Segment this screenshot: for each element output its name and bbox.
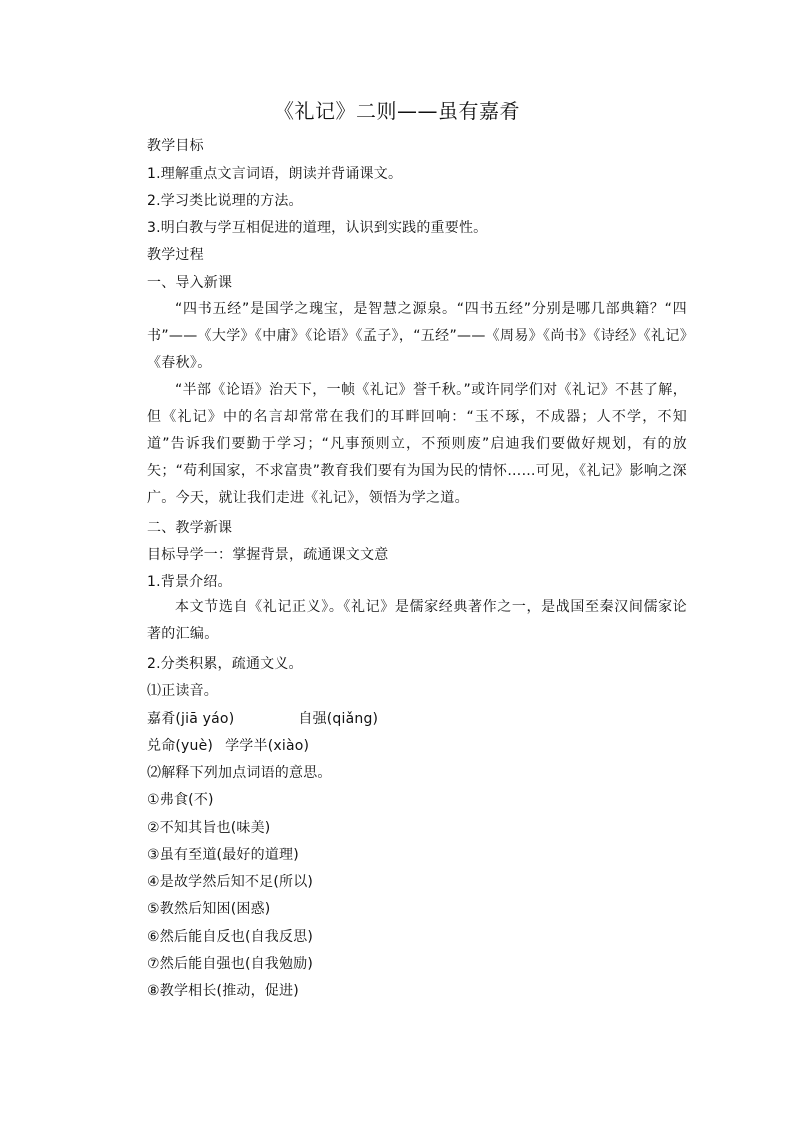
- pronunciation-item: 学学半(xiào): [225, 738, 310, 754]
- objectives-heading: 教学目标: [147, 138, 204, 154]
- document-title: 《礼记》二则——虽有嘉肴: [274, 99, 520, 123]
- explain-item: ①弗食(不): [147, 792, 214, 808]
- goal1-heading: 目标导学一：掌握背景，疏通课文文意: [147, 547, 389, 563]
- objective-item: 2.学习类比说理的方法。: [147, 193, 303, 209]
- pronunciation-item: 自强(qiǎng): [298, 711, 379, 727]
- pronunciation-item: 兑命(yuè): [147, 738, 214, 754]
- pronunciation-row: [147, 736, 687, 756]
- explain-item: ③虽有至道(最好的道理): [147, 847, 299, 863]
- explain-heading: ⑵解释下列加点词语的意思。: [147, 765, 332, 781]
- intro-paragraph-2: “半部《论语》治天下，一帧《礼记》誉千秋。”或许同学们对《礼记》不甚了解，但《礼记》中的名言却常常在我们的耳畔回响：“玉不琢，不成器；人不学，不知道”告诉我们要勤于学习；“凡事预则立，不预则废”启迪我们要做好规划，有的放矢；“苟利国家，不求富贵”教育我们要有为国为民的情怀……可见，《礼记》影响之深广。今天，就让我们走进《礼记》，领悟为学之道。: [147, 382, 687, 506]
- section2-heading: 二、教学新课: [147, 520, 233, 536]
- section1-heading: 一、导入新课: [147, 275, 233, 291]
- classify-heading: 2.分类积累，疏通文义。: [147, 656, 303, 672]
- pronunciation-item: 嘉肴(jiā yáo): [147, 711, 235, 727]
- explain-item: ⑥然后能自反也(自我反思): [147, 929, 314, 945]
- objective-item: 1.理解重点文言词语，朗读并背诵课文。: [147, 166, 403, 182]
- pronunciation-heading: ⑴正读音。: [147, 683, 218, 699]
- background-paragraph: 本文节选自《礼记正义》。《礼记》是儒家经典著作之一，是战国至秦汉间儒家论著的汇编。: [147, 599, 687, 642]
- process-heading: 教学过程: [147, 247, 204, 263]
- pronunciation-row: [147, 709, 687, 729]
- background-heading: 1.背景介绍。: [147, 574, 232, 590]
- explain-item: ④是故学然后知不足(所以): [147, 874, 314, 890]
- objective-item: 3.明白教与学互相促进的道理，认识到实践的重要性。: [147, 220, 488, 236]
- intro-paragraph-1: “四书五经”是国学之瑰宝，是智慧之源泉。“四书五经”分别是哪几部典籍？“四书”——《大学》《中庸》《论语》《孟子》，“五经”——《周易》《尚书》《诗经》《礼记》《春秋》。: [147, 301, 687, 371]
- explain-item: ⑧教学相长(推动，促进): [147, 983, 299, 999]
- explain-item: ⑤教然后知困(困惑): [147, 901, 271, 917]
- explain-item: ②不知其旨也(味美): [147, 820, 271, 836]
- explain-item: ⑦然后能自强也(自我勉励): [147, 956, 314, 972]
